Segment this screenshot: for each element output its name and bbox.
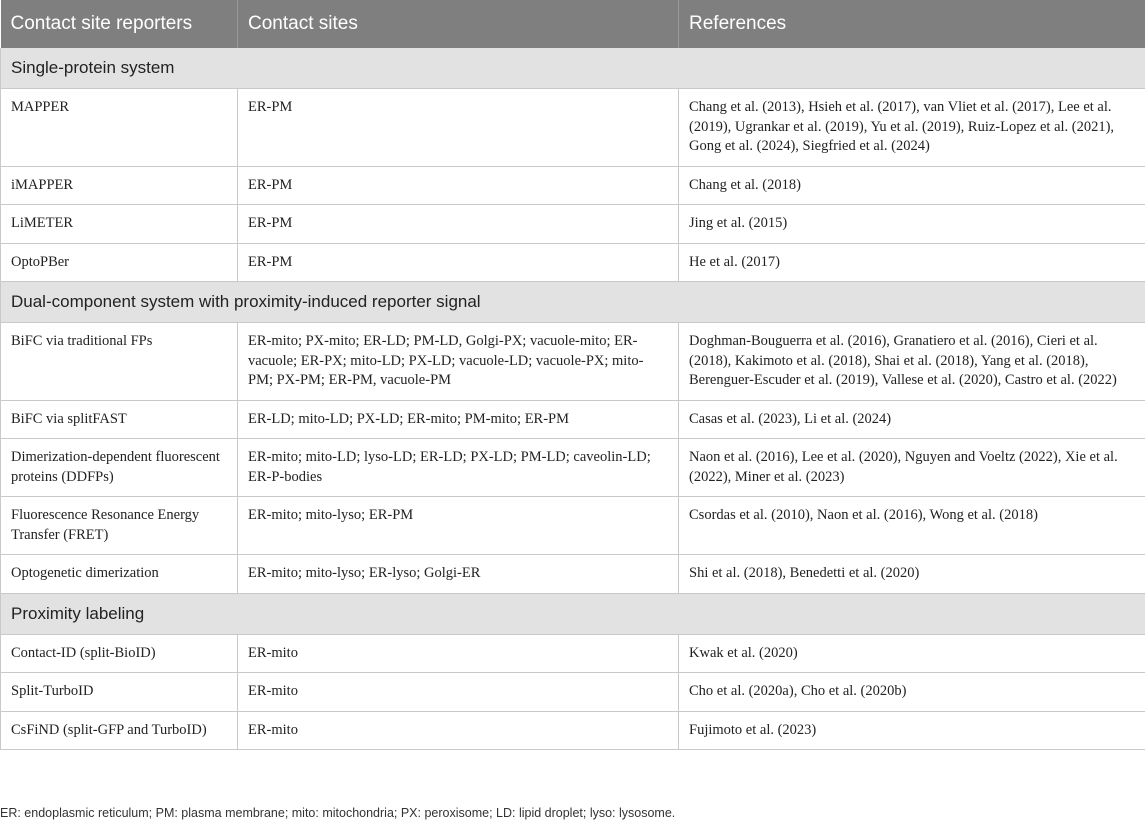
references-cell: Fujimoto et al. (2023) [679,711,1145,750]
header-references: References [679,0,1145,48]
reporter-cell: Split-TurboID [1,673,238,712]
reporter-cell: Fluorescence Resonance Energy Transfer (FRET) [1,497,238,555]
reporter-cell: CsFiND (split-GFP and TurboID) [1,711,238,750]
contact-sites-cell: ER-mito [238,711,679,750]
contact-sites-cell: ER-mito; PX-mito; ER-LD; PM-LD, Golgi-PX; vacuole-mito; ER-vacuole; ER-PX; mito-LD; PX-LD; vacuole-LD; vacuole-PX; mito-PM; PX-PM; ER-PM, vacuole-PM [238,323,679,401]
table-row [1,166,1145,205]
section-title: Proximity labeling [1,593,1145,634]
reporter-cell: LiMETER [1,205,238,244]
table-row [1,497,1145,555]
references-cell: Kwak et al. (2020) [679,634,1145,673]
references-cell: Csordas et al. (2010), Naon et al. (2016), Wong et al. (2018) [679,497,1145,555]
references-cell: Cho et al. (2020a), Cho et al. (2020b) [679,673,1145,712]
contact-sites-cell: ER-PM [238,89,679,167]
reporter-cell: iMAPPER [1,166,238,205]
reporter-cell: Dimerization-dependent fluorescent proteins (DDFPs) [1,439,238,497]
reporter-cell: MAPPER [1,89,238,167]
table-row [1,400,1145,439]
section-row [1,48,1145,89]
contact-sites-cell: ER-mito [238,634,679,673]
section-title: Single-protein system [1,48,1145,89]
contact-sites-cell: ER-PM [238,243,679,282]
section-row [1,282,1145,323]
contact-sites-cell: ER-PM [238,166,679,205]
table-row [1,555,1145,594]
table-row [1,711,1145,750]
reporter-cell: Contact-ID (split-BioID) [1,634,238,673]
contact-sites-cell: ER-mito; mito-lyso; ER-lyso; Golgi-ER [238,555,679,594]
section-title: Dual-component system with proximity-induced reporter signal [1,282,1145,323]
contact-sites-cell: ER-mito [238,673,679,712]
contact-sites-cell: ER-mito; mito-lyso; ER-PM [238,497,679,555]
contact-sites-cell: ER-PM [238,205,679,244]
references-cell: Shi et al. (2018), Benedetti et al. (2020) [679,555,1145,594]
references-cell: Chang et al. (2018) [679,166,1145,205]
table-row [1,323,1145,401]
reporter-cell: BiFC via traditional FPs [1,323,238,401]
reporter-cell: Optogenetic dimerization [1,555,238,594]
section-row [1,593,1145,634]
contact-sites-cell: ER-LD; mito-LD; PX-LD; ER-mito; PM-mito; ER-PM [238,400,679,439]
references-cell: Jing et al. (2015) [679,205,1145,244]
table-row [1,439,1145,497]
table-row [1,89,1145,167]
header-reporters: Contact site reporters [1,0,238,48]
references-cell: Naon et al. (2016), Lee et al. (2020), Nguyen and Voeltz (2022), Xie et al. (2022), Miner et al. (2023) [679,439,1145,497]
reporter-cell: BiFC via splitFAST [1,400,238,439]
references-cell: He et al. (2017) [679,243,1145,282]
references-cell: Chang et al. (2013), Hsieh et al. (2017), van Vliet et al. (2017), Lee et al. (2019), Ugrankar et al. (2019), Yu et al. (2019), Ruiz-Lopez et al. (2021), Gong et al. (2024), Siegfried et al. (2024) [679,89,1145,167]
references-cell: Doghman-Bouguerra et al. (2016), Granatiero et al. (2016), Cieri et al. (2018), Kakimoto et al. (2018), Shai et al. (2018), Yang et al. (2018), Berenguer-Escuder et al. (2019), Vallese et al. (2020), Castro et al. (2022) [679,323,1145,401]
table-row [1,243,1145,282]
table-row [1,205,1145,244]
table-row [1,634,1145,673]
header-contact-sites: Contact sites [238,0,679,48]
table-row [1,673,1145,712]
table-header-row [1,0,1145,48]
references-cell: Casas et al. (2023), Li et al. (2024) [679,400,1145,439]
reporter-cell: OptoPBer [1,243,238,282]
table-footnote: ER: endoplasmic reticulum; PM: plasma membrane; mito: mitochondria; PX: peroxisome; LD: lipid droplet; lyso: lysosome. [0,806,676,820]
contact-sites-cell: ER-mito; mito-LD; lyso-LD; ER-LD; PX-LD; PM-LD; caveolin-LD; ER-P-bodies [238,439,679,497]
